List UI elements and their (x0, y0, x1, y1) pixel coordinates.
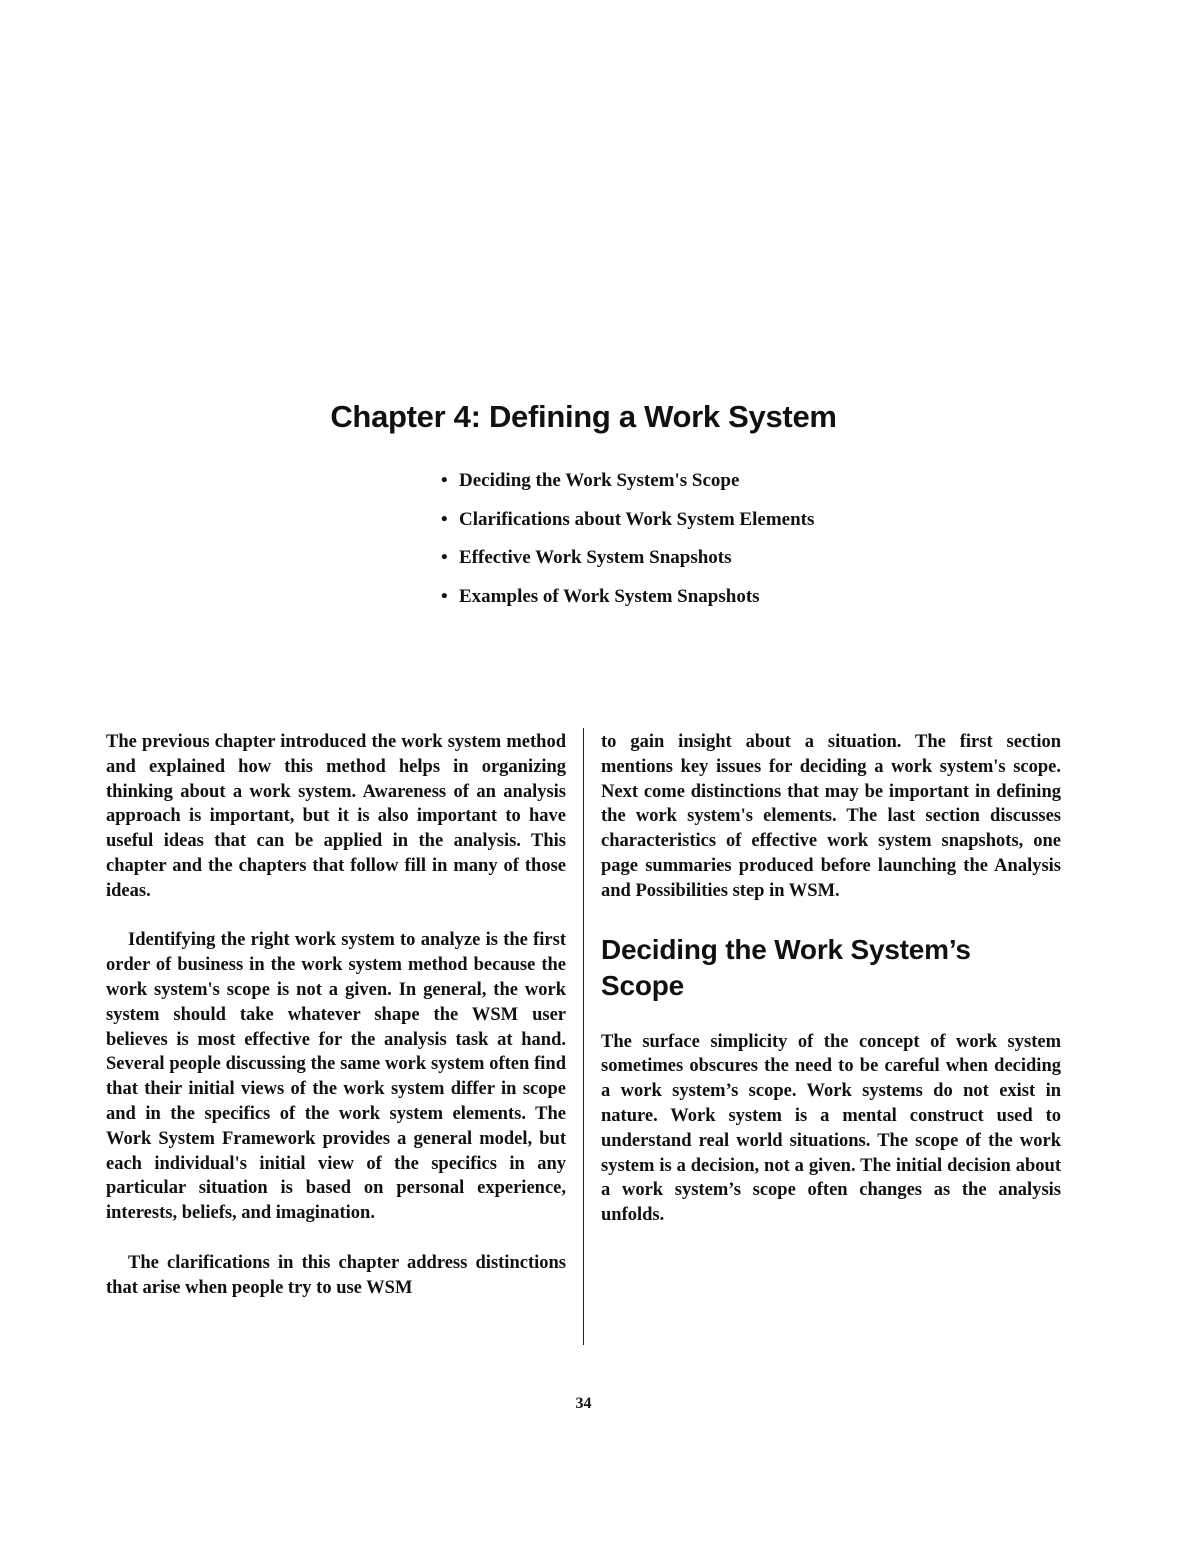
topic-item (441, 584, 814, 610)
topic-item (441, 545, 814, 571)
body-paragraph-continuation: to gain insight about a situation. The first section mentions key issues for deciding a work system's scope. Next come distinctions that may be important in defining the work system's elements. The last section discusses characteristics of effective work system snapshots, one page summaries produced before launching the Analysis and Possibilities step in WSM. (601, 732, 1061, 901)
column-divider (583, 728, 584, 1345)
bullet-icon: • (441, 508, 448, 530)
topic-item-label: Deciding the Work System's Scope (459, 470, 740, 491)
topic-item-label: Effective Work System Snapshots (459, 547, 732, 568)
body-paragraph: The clarifications in this chapter address distinctions that arise when people try to use WSM (106, 1252, 566, 1298)
right-column (601, 730, 1061, 1228)
topic-item-label: Clarifications about Work System Elements (459, 508, 815, 530)
topic-item (441, 468, 814, 494)
section-heading: Deciding the Work System’s Scope (601, 933, 971, 1001)
chapter-title: Chapter 4: Defining a Work System (330, 399, 837, 434)
topic-item-label: Examples of Work System Snapshots (459, 585, 760, 607)
topic-item (441, 507, 814, 533)
chapter-topic-list (441, 468, 814, 622)
body-paragraph: The previous chapter introduced the work system method and explained how this method helps in organizing thinking about a work system. Awareness of an analysis approach is important, but it is also important to have useful ideas that can be applied in the analysis. This chapter and the chapters that follow fill in many of those ideas. (106, 732, 566, 901)
page-number: 34 (575, 1395, 592, 1412)
bullet-icon: • (441, 470, 448, 491)
body-paragraph: Identifying the right work system to analyze is the first order of business in the work system method because the work system's scope is not a given. In general, the work system should take whatever shape the WSM user believes is most effective for the analysis task at hand. Several people discussing the same work system often find that their initial views of the work system differ in scope and in the specifics of the work system elements. The Work System Framework provides a general model, but each individual's initial view of the specifics in any particular situation is based on personal experience, interests, beliefs, and imagination. (106, 930, 566, 1224)
bullet-icon: • (441, 585, 448, 607)
left-column (106, 730, 566, 1300)
bullet-icon: • (441, 547, 448, 568)
section-paragraph: The surface simplicity of the concept of work system sometimes obscures the need to be careful when deciding a work system’s scope. Work systems do not exist in nature. Work system is a mental construct used to understand real world situations. The scope of the work system is a decision, not a given. The initial decision about a work system’s scope often changes as the analysis unfolds. (601, 1031, 1061, 1226)
